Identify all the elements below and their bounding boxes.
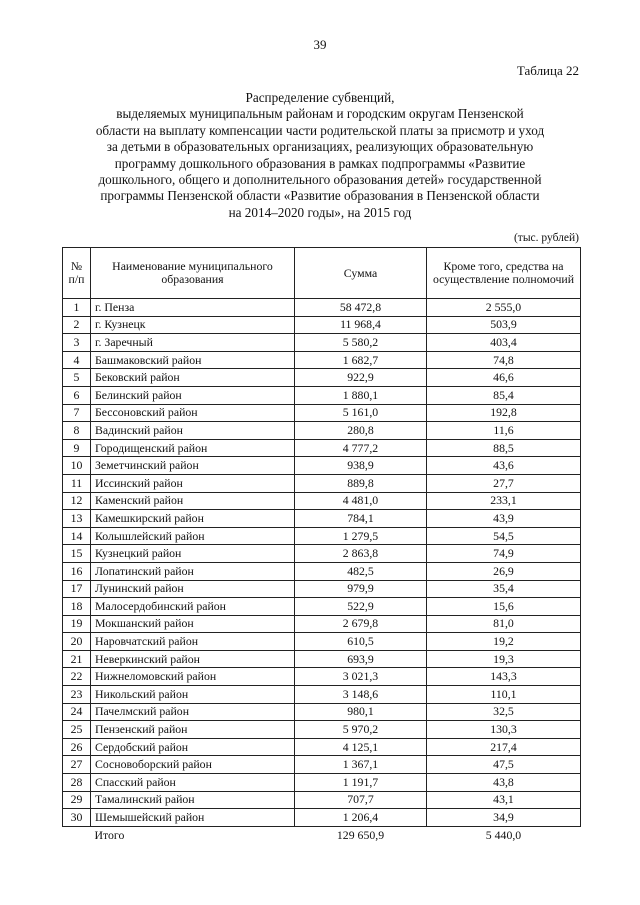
row-extra: 503,9 xyxy=(427,316,581,334)
row-name: Бековский район xyxy=(91,369,295,387)
title-line: на 2014–2020 годы», на 2015 год xyxy=(228,204,412,220)
row-num: 2 xyxy=(63,316,91,334)
row-sum: 4 125,1 xyxy=(295,738,427,756)
table-row xyxy=(63,809,581,827)
table-row xyxy=(63,351,581,369)
document-title xyxy=(62,90,578,221)
row-name: Никольский район xyxy=(91,686,295,704)
table-row xyxy=(63,510,581,528)
table-row xyxy=(63,439,581,457)
table-row xyxy=(63,369,581,387)
row-sum: 482,5 xyxy=(295,562,427,580)
row-extra: 74,9 xyxy=(427,545,581,563)
row-num: 8 xyxy=(63,422,91,440)
row-num: 24 xyxy=(63,703,91,721)
row-num: 20 xyxy=(63,633,91,651)
row-extra: 403,4 xyxy=(427,334,581,352)
row-num: 22 xyxy=(63,668,91,686)
table-row xyxy=(63,492,581,510)
title-line: области на выплату компенсации части родительской платы за присмотр и уход xyxy=(95,122,545,138)
page-number: 39 xyxy=(313,37,327,52)
row-name: г. Кузнецк xyxy=(91,316,295,334)
row-name: Городищенский район xyxy=(91,439,295,457)
table-row xyxy=(63,334,581,352)
row-sum: 610,5 xyxy=(295,633,427,651)
table-row xyxy=(63,791,581,809)
row-extra: 85,4 xyxy=(427,386,581,404)
header-name: Наименование муниципального образования xyxy=(91,248,295,299)
table-row xyxy=(63,668,581,686)
subsidy-table xyxy=(62,247,581,843)
table-header-row xyxy=(63,248,581,299)
title-line: программы Пензенской области «Развитие образования в Пензенской области xyxy=(100,188,540,204)
row-sum: 1 682,7 xyxy=(295,351,427,369)
row-num: 9 xyxy=(63,439,91,457)
row-sum: 1 880,1 xyxy=(295,386,427,404)
title-line: выделяемых муниципальным районам и городским округам Пензенской xyxy=(116,106,524,122)
row-sum: 4 481,0 xyxy=(295,492,427,510)
table-label: Таблица 22 xyxy=(516,63,579,78)
table-row xyxy=(63,545,581,563)
table-row xyxy=(63,580,581,598)
title-line: за детьми в образовательных организациях, реализующих образовательную xyxy=(106,139,534,155)
row-name: Мокшанский район xyxy=(91,615,295,633)
row-sum: 2 679,8 xyxy=(295,615,427,633)
row-name: Пачелмский район xyxy=(91,703,295,721)
row-num: 28 xyxy=(63,774,91,792)
row-num: 21 xyxy=(63,650,91,668)
row-num: 13 xyxy=(63,510,91,528)
row-extra: 35,4 xyxy=(427,580,581,598)
table-body xyxy=(63,299,581,844)
row-extra: 130,3 xyxy=(427,721,581,739)
row-sum: 1 191,7 xyxy=(295,774,427,792)
row-name: г. Пенза xyxy=(91,299,295,317)
row-extra: 233,1 xyxy=(427,492,581,510)
row-name: Спасский район xyxy=(91,774,295,792)
row-num: 12 xyxy=(63,492,91,510)
row-num: 16 xyxy=(63,562,91,580)
table-row xyxy=(63,774,581,792)
row-name: Неверкинский район xyxy=(91,650,295,668)
table-row xyxy=(63,703,581,721)
row-extra: 11,6 xyxy=(427,422,581,440)
row-num: 17 xyxy=(63,580,91,598)
title-line: дошкольного, общего и дополнительного образования детей» государственной xyxy=(98,172,542,188)
row-extra: 32,5 xyxy=(427,703,581,721)
row-num: 25 xyxy=(63,721,91,739)
row-sum: 5 161,0 xyxy=(295,404,427,422)
row-extra: 43,8 xyxy=(427,774,581,792)
row-name: Белинский район xyxy=(91,386,295,404)
row-extra: 54,5 xyxy=(427,527,581,545)
table-row xyxy=(63,650,581,668)
table-row xyxy=(63,422,581,440)
row-name: Лунинский район xyxy=(91,580,295,598)
row-extra: 43,6 xyxy=(427,457,581,475)
table-row xyxy=(63,386,581,404)
row-name: Иссинский район xyxy=(91,474,295,492)
row-sum: 938,9 xyxy=(295,457,427,475)
row-extra: 43,1 xyxy=(427,791,581,809)
row-name: Земетчинский район xyxy=(91,457,295,475)
row-sum: 3 148,6 xyxy=(295,686,427,704)
table-row xyxy=(63,633,581,651)
row-num: 14 xyxy=(63,527,91,545)
row-num: 3 xyxy=(63,334,91,352)
header-num: № п/п xyxy=(63,248,91,299)
table-row xyxy=(63,562,581,580)
row-sum: 889,8 xyxy=(295,474,427,492)
row-sum: 2 863,8 xyxy=(295,545,427,563)
table-row xyxy=(63,474,581,492)
row-extra: 34,9 xyxy=(427,809,581,827)
row-name: Колышлейский район xyxy=(91,527,295,545)
table-row xyxy=(63,686,581,704)
row-sum: 1 367,1 xyxy=(295,756,427,774)
total-sum: 129 650,9 xyxy=(336,827,385,842)
table-row xyxy=(63,721,581,739)
row-sum: 707,7 xyxy=(295,791,427,809)
row-name: Башмаковский район xyxy=(91,351,295,369)
row-num: 19 xyxy=(63,615,91,633)
table-row xyxy=(63,299,581,317)
row-name: Нижнеломовский район xyxy=(91,668,295,686)
row-num: 27 xyxy=(63,756,91,774)
row-num: 5 xyxy=(63,369,91,387)
title-line: Распределение субвенций, xyxy=(245,90,395,105)
row-num: 10 xyxy=(63,457,91,475)
row-name: Малосердобинский район xyxy=(91,598,295,616)
row-extra: 26,9 xyxy=(427,562,581,580)
row-sum: 5 970,2 xyxy=(295,721,427,739)
row-name: Сосновоборский район xyxy=(91,756,295,774)
row-extra: 143,3 xyxy=(427,668,581,686)
row-num: 1 xyxy=(63,299,91,317)
row-extra: 19,2 xyxy=(427,633,581,651)
row-extra: 192,8 xyxy=(427,404,581,422)
row-name: Кузнецкий район xyxy=(91,545,295,563)
row-extra: 47,5 xyxy=(427,756,581,774)
row-num: 23 xyxy=(63,686,91,704)
table-row xyxy=(63,404,581,422)
row-sum: 693,9 xyxy=(295,650,427,668)
row-name: Сердобский район xyxy=(91,738,295,756)
row-sum: 5 580,2 xyxy=(295,334,427,352)
row-sum: 4 777,2 xyxy=(295,439,427,457)
row-extra: 217,4 xyxy=(427,738,581,756)
row-num: 18 xyxy=(63,598,91,616)
row-extra: 74,8 xyxy=(427,351,581,369)
row-extra: 110,1 xyxy=(427,686,581,704)
row-sum: 1 206,4 xyxy=(295,809,427,827)
table-row xyxy=(63,527,581,545)
row-num: 4 xyxy=(63,351,91,369)
row-sum: 58 472,8 xyxy=(295,299,427,317)
row-extra: 46,6 xyxy=(427,369,581,387)
total-num xyxy=(63,826,91,843)
row-name: Вадинский район xyxy=(91,422,295,440)
row-extra: 81,0 xyxy=(427,615,581,633)
row-sum: 522,9 xyxy=(295,598,427,616)
row-name: Каменский район xyxy=(91,492,295,510)
table-row xyxy=(63,615,581,633)
row-num: 7 xyxy=(63,404,91,422)
row-sum: 922,9 xyxy=(295,369,427,387)
row-name: Шемышейский район xyxy=(91,809,295,827)
row-sum: 784,1 xyxy=(295,510,427,528)
row-extra: 19,3 xyxy=(427,650,581,668)
row-sum: 979,9 xyxy=(295,580,427,598)
total-row xyxy=(63,826,581,843)
table-row xyxy=(63,316,581,334)
header-extra: Кроме того, средства на осуществление полномочий xyxy=(427,248,581,299)
table-row xyxy=(63,457,581,475)
total-extra: 5 440,0 xyxy=(485,827,522,842)
row-name: Камешкирский район xyxy=(91,510,295,528)
row-extra: 2 555,0 xyxy=(427,299,581,317)
row-num: 26 xyxy=(63,738,91,756)
row-sum: 11 968,4 xyxy=(295,316,427,334)
row-extra: 27,7 xyxy=(427,474,581,492)
row-name: Наровчатский район xyxy=(91,633,295,651)
row-extra: 43,9 xyxy=(427,510,581,528)
row-name: Тамалинский район xyxy=(91,791,295,809)
header-sum: Сумма xyxy=(295,248,427,299)
row-sum: 980,1 xyxy=(295,703,427,721)
units-note: (тыс. рублей) xyxy=(513,232,579,244)
row-sum: 3 021,3 xyxy=(295,668,427,686)
row-num: 6 xyxy=(63,386,91,404)
row-sum: 1 279,5 xyxy=(295,527,427,545)
row-num: 11 xyxy=(63,474,91,492)
row-sum: 280,8 xyxy=(295,422,427,440)
row-name: г. Заречный xyxy=(91,334,295,352)
title-line: программу дошкольного образования в рамках подпрограммы «Развитие xyxy=(114,155,526,171)
row-name: Бессоновский район xyxy=(91,404,295,422)
table-row xyxy=(63,756,581,774)
table-row xyxy=(63,738,581,756)
row-name: Лопатинский район xyxy=(91,562,295,580)
table-row xyxy=(63,598,581,616)
row-name: Пензенский район xyxy=(91,721,295,739)
total-label: Итого xyxy=(94,827,125,842)
row-extra: 15,6 xyxy=(427,598,581,616)
row-num: 15 xyxy=(63,545,91,563)
row-num: 30 xyxy=(63,809,91,827)
row-extra: 88,5 xyxy=(427,439,581,457)
row-num: 29 xyxy=(63,791,91,809)
